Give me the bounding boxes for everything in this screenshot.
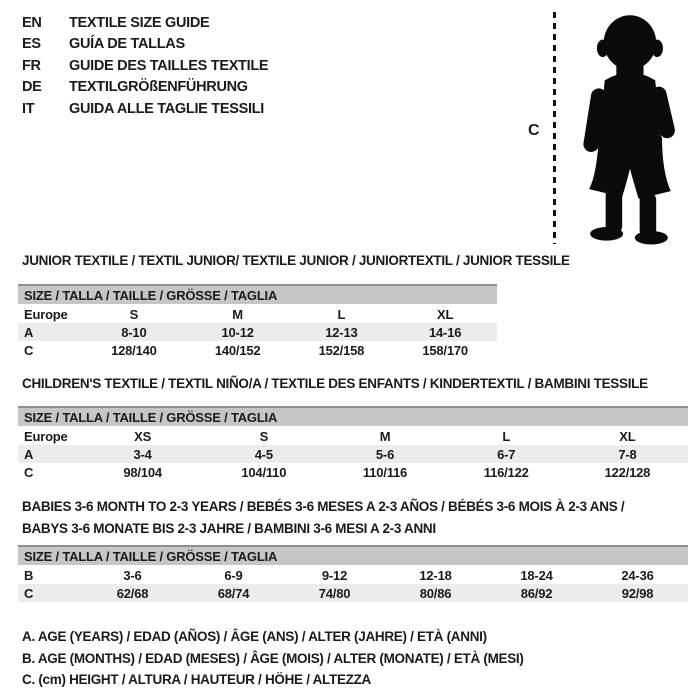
measure-legend [22,626,524,691]
legend-line-c: C. (cm) HEIGHT / ALTURA / HAUTEUR / HÖHE / ALTEZZA [22,672,371,688]
cell: 8-10 [121,324,147,340]
language-row [22,55,268,77]
cell: L [502,428,511,444]
cell: 98/104 [123,464,162,480]
row-label: C [24,464,34,480]
children-section-title: CHILDREN'S TEXTILE / TEXTIL NIÑO/A / TEXTILE DES ENFANTS / KINDERTEXTIL / BAMBINI TESSILE [22,376,648,391]
table-row [18,584,688,602]
cell: 74/80 [318,585,351,601]
cell: XL [437,306,454,322]
language-code: ES [22,36,41,53]
cell: 10-12 [221,324,254,340]
language-code: EN [22,14,42,31]
cell: 92/98 [621,585,654,601]
cell: 6-9 [224,567,243,583]
cell: S [259,428,269,444]
cell: 5-6 [375,446,395,462]
guide-title: GUÍA DE TALLAS [69,36,185,53]
language-code: IT [22,100,35,117]
cell: 6-7 [497,446,516,462]
language-code: DE [22,79,42,96]
cell: 110/116 [362,464,408,480]
row-label: C [24,585,34,601]
table-row [18,566,688,584]
cell: 158/170 [422,342,468,358]
babies-title-line1: BABIES 3-6 MONTH TO 2-3 YEARS / BEBÉS 3-6 MESES A 2-3 AÑOS / BÉBÉS 3-6 MOIS À 2-3 ANS / [22,499,625,514]
cell: 3-6 [123,567,142,583]
language-code: FR [22,57,41,74]
children-size-table [18,406,688,481]
babies-title-line2: BABYS 3-6 MONATE BIS 2-3 JAHRE / BAMBINI 3-6 MESI A 2-3 ANNI [22,520,436,536]
guide-title: TEXTILGRÖßENFÜHRUNG [69,79,248,96]
cell: 12-13 [325,324,358,340]
junior-size-table [18,284,497,359]
table-row [18,305,497,323]
cell: 7-8 [618,446,637,462]
guide-title: TEXTILE SIZE GUIDE [69,14,210,31]
cell: 18-24 [520,567,553,583]
language-row [22,98,268,120]
cell: 14-16 [429,324,462,340]
guide-title: GUIDA ALLE TAGLIE TESSILI [69,100,264,117]
row-label: B [24,567,34,583]
cell: L [337,306,346,322]
legend-line-a: A. AGE (YEARS) / EDAD (AÑOS) / ÂGE (ANS) / ALTER (JAHRE) / ETÀ (ANNI) [22,629,487,645]
cell: 68/74 [217,585,250,601]
cell: 86/92 [520,585,553,601]
cell: XS [134,428,152,444]
size-header-band: SIZE / TALLA / TAILLE / GRÖSSE / TAGLIA [18,406,688,426]
cell: 4-5 [254,446,273,462]
language-row [22,34,268,56]
row-label: A [24,324,34,340]
size-header-band: SIZE / TALLA / TAILLE / GRÖSSE / TAGLIA [18,284,497,304]
guide-title: GUIDE DES TAILLES TEXTILE [69,57,269,74]
toddler-silhouette-icon [560,6,696,248]
cell: 24-36 [621,567,654,583]
table-row [18,341,497,359]
legend-line-b: B. AGE (MONTHS) / EDAD (MESES) / ÂGE (MOIS) / ALTER (MONATE) / ETÀ (MESI) [22,650,524,666]
height-measure-label: C [528,122,540,139]
babies-section-title [22,496,624,539]
cell: S [129,306,139,322]
row-label: Europe [24,306,68,322]
cell: 116/122 [483,464,529,480]
cell: 3-4 [133,446,152,462]
cell: M [379,428,391,444]
table-row [18,427,688,445]
height-measure-line [553,12,556,244]
table-row [18,323,497,341]
table-row [18,445,688,463]
language-title-block [22,12,268,120]
cell: 152/158 [318,342,365,358]
cell: XL [619,428,636,444]
language-row [22,77,268,99]
cell: M [232,306,243,322]
cell: 140/152 [214,342,261,358]
table-row [18,463,688,481]
row-label: A [24,446,34,462]
cell: 128/140 [111,342,157,358]
junior-section-title: JUNIOR TEXTILE / TEXTIL JUNIOR/ TEXTILE JUNIOR / JUNIORTEXTIL / JUNIOR TESSILE [22,253,570,268]
cell: 104/110 [241,464,287,480]
cell: 9-12 [321,567,348,583]
row-label: C [24,342,34,358]
language-row [22,12,268,34]
cell: 62/68 [116,585,149,601]
row-label: Europe [24,428,68,444]
cell: 12-18 [419,567,452,583]
size-header-band: SIZE / TALLA / TAILLE / GRÖSSE / TAGLIA [18,545,688,565]
cell: 122/128 [604,464,651,480]
babies-size-table [18,545,688,602]
cell: 80/86 [419,585,452,601]
